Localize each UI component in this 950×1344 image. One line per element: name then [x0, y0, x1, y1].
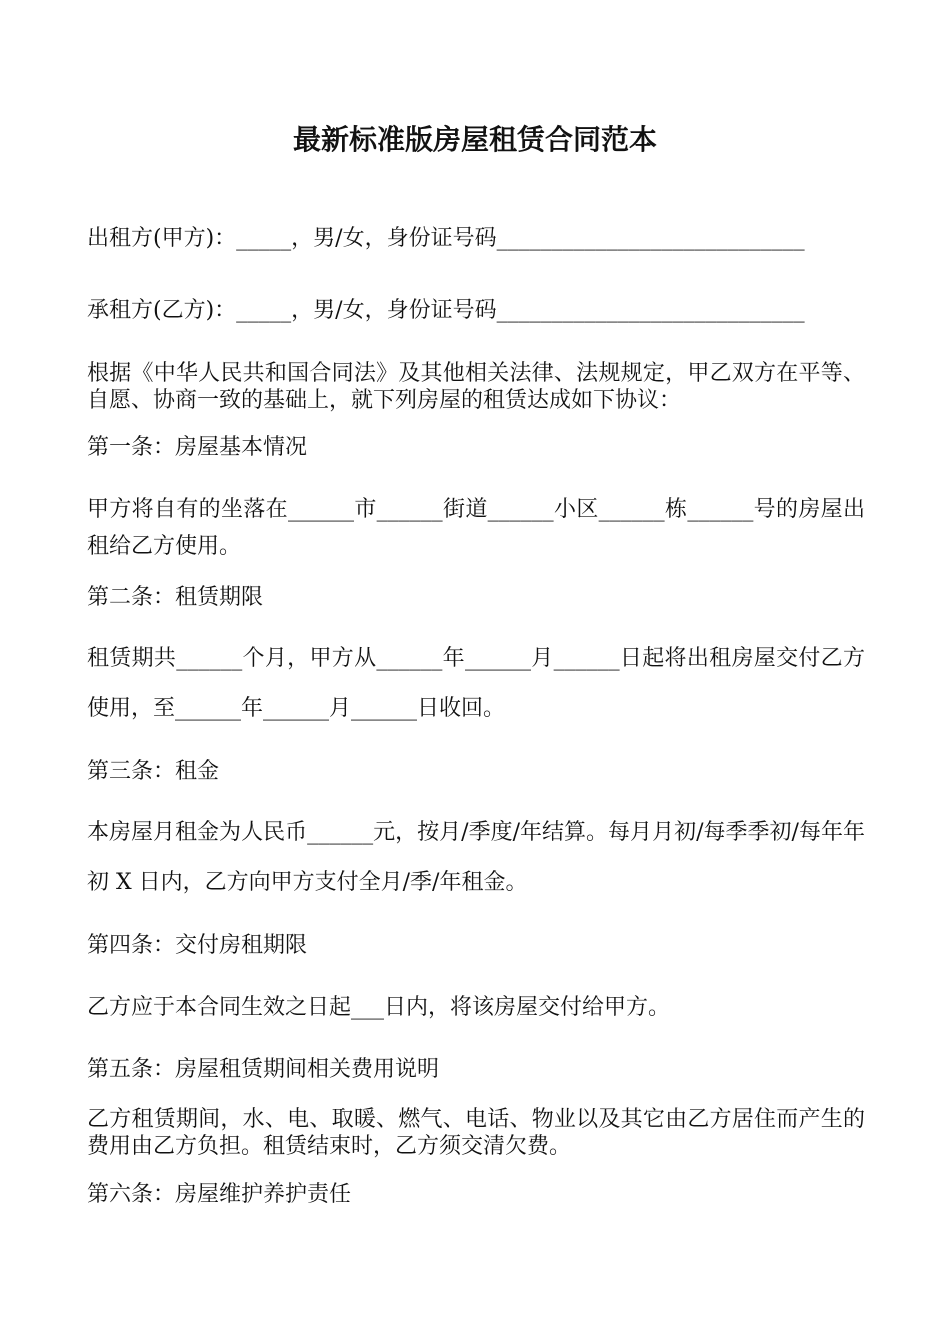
article2-body: 租赁期共______个月，甲方从______年______月______日起将出租房屋交付乙方使用，至______年______月______日收回。 — [87, 646, 865, 721]
intro-paragraph: 根据《中华人民共和国合同法》及其他相关法律、法规规定，甲乙双方在平等、自愿、协商一致的基础上，就下列房屋的租赁达成如下协议： — [87, 361, 865, 413]
article3-heading: 第三条：租金 — [87, 759, 220, 784]
article1-body: 甲方将自有的坐落在______市______街道______小区______栋______号的房屋出租给乙方使用。 — [87, 497, 865, 559]
article4-heading: 第四条：交付房租期限 — [87, 933, 308, 958]
article5-heading: 第五条：房屋租赁期间相关费用说明 — [87, 1057, 440, 1082]
article2-heading: 第二条：租赁期限 — [87, 585, 264, 610]
article3-body: 本房屋月租金为人民币______元，按月/季度/年结算。每月月初/每季季初/每年年初 X 日内，乙方向甲方支付全月/季/年租金。 — [87, 820, 865, 895]
article5-body: 乙方租赁期间，水、电、取暖、燃气、电话、物业以及其它由乙方居住而产生的费用由乙方负担。租赁结束时，乙方须交清欠费。 — [87, 1107, 865, 1159]
article6-heading: 第六条：房屋维护养护责任 — [87, 1182, 352, 1207]
document-title: 最新标准版房屋租赁合同范本 — [292, 123, 657, 156]
lessee-line: 承租方(乙方)：_____，男/女，身份证号码____________________________ — [87, 298, 805, 323]
article4-body: 乙方应于本合同生效之日起___日内，将该房屋交付给甲方。 — [87, 995, 671, 1020]
lessor-line: 出租方(甲方)：_____，男/女，身份证号码____________________________ — [87, 226, 805, 251]
article1-heading: 第一条：房屋基本情况 — [87, 435, 308, 460]
